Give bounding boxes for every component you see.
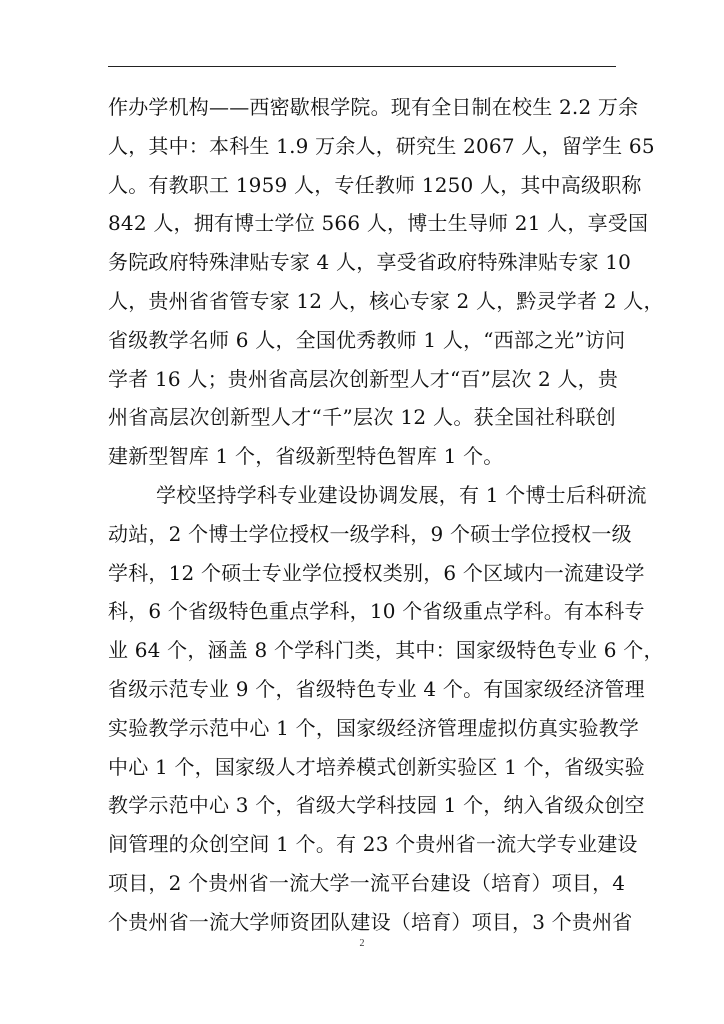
text-line: 省级教学名师 6 人，全国优秀教师 1 人，“西部之光”访问 [108, 327, 626, 352]
paragraph-2 [108, 476, 664, 942]
text-line: 省级示范专业 9 个，省级特色专业 4 个。有国家级经济管理 [108, 676, 645, 701]
text-line: 中心 1 个，国家级人才培养模式创新实验区 1 个，省级实验 [108, 754, 645, 779]
text-line: 业 64 个，涵盖 8 个学科门类，其中：国家级特色专业 6 个， [108, 638, 664, 663]
page-number: 2 [359, 938, 365, 949]
text-line: 作办学机构——西密歇根学院。现有全日制在校生 2.2 万余 [108, 95, 639, 119]
text-line: 人，贵州省省管专家 12 人，核心专家 2 人，黔灵学者 2 人， [108, 288, 664, 313]
document-body [108, 88, 664, 942]
text-line: 间管理的众创空间 1 个。有 23 个贵州省一流大学专业建设 [108, 832, 638, 857]
header-rule [108, 66, 616, 67]
text-line: 州省高层次创新型人才“千”层次 12 人。获全国社科联创 [108, 405, 616, 430]
text-line: 个贵州省一流大学师资团队建设（培育）项目，3 个贵州省 [108, 909, 633, 934]
text-line: 学科，12 个硕士专业学位授权类别，6 个区域内一流建设学 [108, 560, 645, 585]
text-line: 人。有教职工 1959 人，专任教师 1250 人，其中高级职称 [108, 172, 642, 197]
text-line: 842 人，拥有博士学位 566 人，博士生导师 21 人，享受国 [108, 211, 649, 236]
text-line: 学校坚持学科专业建设协调发展，有 1 个博士后科研流 [156, 482, 647, 507]
text-line: 建新型智库 1 个，省级新型特色智库 1 个。 [108, 444, 504, 469]
text-line: 务院政府特殊津贴专家 4 人，享受省政府特殊津贴专家 10 [108, 250, 632, 275]
paragraph-1 [108, 88, 664, 476]
text-line: 人，其中：本科生 1.9 万余人，研究生 2067 人，留学生 65 [108, 133, 655, 158]
text-line: 学者 16 人；贵州省高层次创新型人才“百”层次 2 人，贵 [108, 366, 619, 391]
text-line: 动站，2 个博士学位授权一级学科，9 个硕士学位授权一级 [108, 521, 632, 546]
text-line: 科，6 个省级特色重点学科，10 个省级重点学科。有本科专 [108, 599, 645, 624]
text-line: 实验教学示范中心 1 个，国家级经济管理虚拟仿真实验教学 [108, 715, 640, 740]
text-line: 项目，2 个贵州省一流大学一流平台建设（培育）项目，4 [108, 870, 626, 895]
text-line: 教学示范中心 3 个，省级大学科技园 1 个，纳入省级众创空 [108, 793, 645, 818]
